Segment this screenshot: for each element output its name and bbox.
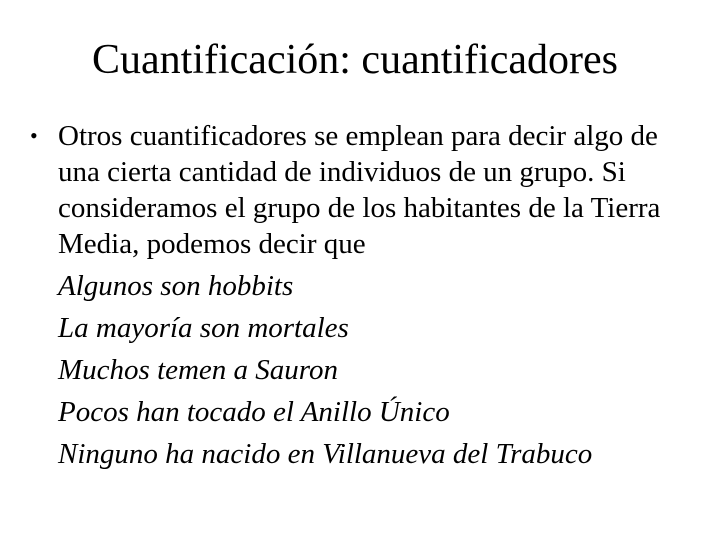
example-line: Muchos temen a Sauron (58, 354, 339, 386)
slide-title: Cuantificación: cuantificadores (92, 37, 618, 83)
bullet-item (30, 118, 700, 262)
example-line: Pocos han tocado el Anillo Único (58, 396, 450, 428)
slide-body (30, 118, 700, 478)
example-line: Algunos son hobbits (58, 270, 294, 302)
example-line: La mayoría son mortales (58, 312, 349, 344)
bullet-icon: • (30, 123, 38, 148)
example-line: Ninguno ha nacido en Villanueva del Trabuco (58, 438, 593, 470)
bullet-paragraph: Otros cuantificadores se emplean para decir algo de una cierta cantidad de individuos de un grupo. Si consideramos el grupo de los habitantes de la Tierra Media, podemos decir que (58, 120, 661, 260)
examples-list (30, 268, 700, 472)
